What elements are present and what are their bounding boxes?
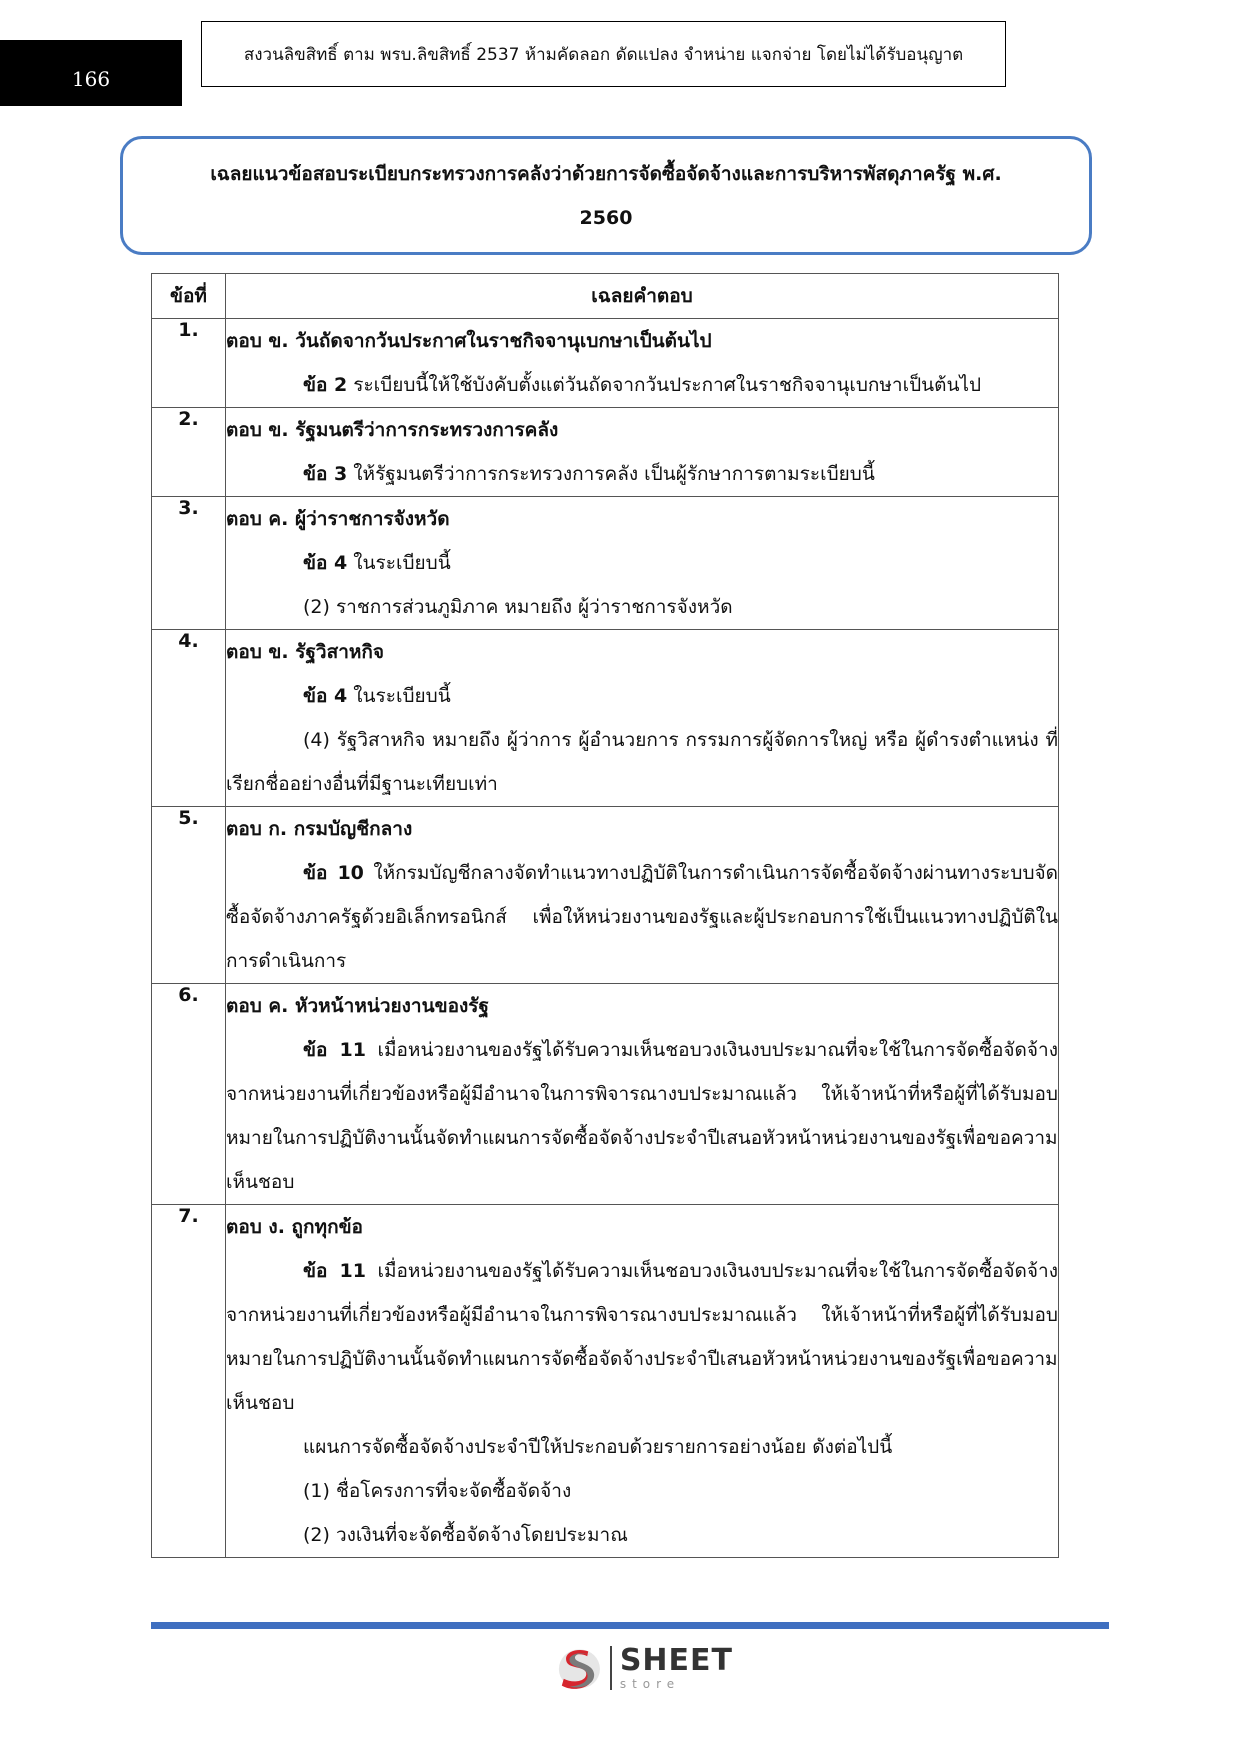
logo-text	[619, 1643, 733, 1691]
question-number: 6.	[152, 984, 226, 1205]
explanation-paragraph	[226, 674, 1058, 718]
sheet-store-logo	[553, 1640, 733, 1696]
table-header-row	[152, 274, 1059, 319]
explanation-text: (1) ชื่อโครงการที่จะจัดซื้อจัดจ้าง	[303, 1480, 572, 1502]
column-header-number: ข้อที่	[152, 274, 226, 319]
sheet-store-logo-icon	[553, 1642, 604, 1694]
explanation-text: เมื่อหน่วยงานของรัฐได้รับความเห็นชอบวงเงินงบประมาณที่จะใช้ในการจัดซื้อจัดจ้างจากหน่วยงานที่เกี่ยวข้องหรือผู้มีอำนาจในการพิจารณางบประมาณแล้ว ให้เจ้าหน้าที่หรือผู้ที่ได้รับมอบหมายในการปฏิบัติงานนั้นจัดทำแผนการจัดซื้อจัดจ้างประจำปีเสนอหัวหน้าหน่วยงานของรัฐเพื่อขอความเห็นชอบ	[226, 1039, 1058, 1193]
answer-cell	[226, 1205, 1059, 1558]
table-row	[152, 984, 1059, 1205]
clause-reference: ข้อ 4	[303, 552, 348, 574]
explanation-paragraph	[226, 363, 1058, 407]
explanation-paragraph	[226, 718, 1058, 806]
explanation-paragraph	[226, 1425, 1058, 1469]
answer-cell	[226, 630, 1059, 807]
clause-reference: ข้อ 11	[303, 1039, 366, 1061]
explanation-paragraph	[226, 585, 1058, 629]
logo-word: SHEET	[619, 1643, 733, 1678]
answer-choice: ตอบ ข. วันถัดจากวันประกาศในราชกิจจานุเบกษาเป็นต้นไป	[226, 330, 712, 352]
clause-reference: ข้อ 10	[303, 862, 364, 884]
question-number: 4.	[152, 630, 226, 807]
question-number: 7.	[152, 1205, 226, 1558]
logo-subword: store	[619, 1677, 681, 1691]
table-row	[152, 497, 1059, 630]
explanation-text: เมื่อหน่วยงานของรัฐได้รับความเห็นชอบวงเงินงบประมาณที่จะใช้ในการจัดซื้อจัดจ้างจากหน่วยงานที่เกี่ยวข้องหรือผู้มีอำนาจในการพิจารณางบประมาณแล้ว ให้เจ้าหน้าที่หรือผู้ที่ได้รับมอบหมายในการปฏิบัติงานนั้นจัดทำแผนการจัดซื้อจัดจ้างประจำปีเสนอหัวหน้าหน่วยงานของรัฐเพื่อขอความเห็นชอบ	[226, 1260, 1058, 1414]
explanation-text: (4) รัฐวิสาหกิจ หมายถึง ผู้ว่าการ ผู้อำนวยการ กรรมการผู้จัดการใหญ่ หรือ ผู้ดำรงตำแหน่ง ที่เรียกชื่ออย่างอื่นที่มีฐานะเทียบเท่า	[226, 729, 1058, 795]
explanation-text: ในระเบียบนี้	[347, 685, 451, 707]
answer-table	[151, 273, 1059, 1558]
answer-choice: ตอบ ง. ถูกทุกข้อ	[226, 1216, 363, 1238]
answer-choice: ตอบ ค. หัวหน้าหน่วยงานของรัฐ	[226, 995, 489, 1017]
title-line-1: เฉลยแนวข้อสอบระเบียบกระทรวงการคลังว่าด้วยการจัดซื้อจัดจ้างและการบริหารพัสดุภาครัฐ พ.ศ.	[210, 162, 1002, 185]
question-number: 3.	[152, 497, 226, 630]
answer-rows	[152, 319, 1059, 1558]
explanation-paragraph	[226, 1513, 1058, 1557]
answer-choice: ตอบ ค. ผู้ว่าราชการจังหวัด	[226, 508, 450, 530]
copyright-notice: สงวนลิขสิทธิ์ ตาม พรบ.ลิขสิทธิ์ 2537 ห้ามคัดลอก ดัดแปลง จำหน่าย แจกจ่าย โดยไม่ได้รับอนุญาต	[201, 21, 1006, 87]
answer-choice: ตอบ ข. รัฐวิสาหกิจ	[226, 641, 385, 663]
table-row	[152, 1205, 1059, 1558]
title-box	[120, 136, 1092, 255]
clause-reference: ข้อ 3	[303, 463, 348, 485]
explanation-paragraph	[226, 1469, 1058, 1513]
explanation-paragraph	[226, 1028, 1058, 1204]
question-number: 1.	[152, 319, 226, 408]
explanation-text: แผนการจัดซื้อจัดจ้างประจำปีให้ประกอบด้วยรายการอย่างน้อย ดังต่อไปนี้	[303, 1436, 893, 1458]
answer-choice: ตอบ ก. กรมบัญชีกลาง	[226, 818, 413, 840]
explanation-text: (2) ราชการส่วนภูมิภาค หมายถึง ผู้ว่าราชการจังหวัด	[303, 596, 733, 618]
footer-rule	[151, 1622, 1109, 1629]
question-number: 5.	[152, 807, 226, 984]
clause-reference: ข้อ 4	[303, 685, 348, 707]
question-number: 2.	[152, 408, 226, 497]
column-header-answer: เฉลยคำตอบ	[226, 274, 1059, 319]
answer-choice: ตอบ ข. รัฐมนตรีว่าการกระทรวงการคลัง	[226, 419, 559, 441]
answer-cell	[226, 319, 1059, 408]
answer-cell	[226, 408, 1059, 497]
answer-cell	[226, 984, 1059, 1205]
explanation-text: ระเบียบนี้ให้ใช้บังคับตั้งแต่วันถัดจากวันประกาศในราชกิจจานุเบกษาเป็นต้นไป	[347, 374, 982, 396]
answer-cell	[226, 807, 1059, 984]
explanation-paragraph	[226, 541, 1058, 585]
table-row	[152, 408, 1059, 497]
explanation-text: (2) วงเงินที่จะจัดซื้อจัดจ้างโดยประมาณ	[303, 1524, 628, 1546]
explanation-paragraph	[226, 851, 1058, 983]
explanation-paragraph	[226, 452, 1058, 496]
table-row	[152, 630, 1059, 807]
clause-reference: ข้อ 11	[303, 1260, 366, 1282]
explanation-text: ให้รัฐมนตรีว่าการกระทรวงการคลัง เป็นผู้รักษาการตามระเบียบนี้	[347, 463, 875, 485]
explanation-text: ให้กรมบัญชีกลางจัดทำแนวทางปฏิบัติในการดำเนินการจัดซื้อจัดจ้างผ่านทางระบบจัดซื้อจัดจ้างภาครัฐด้วยอิเล็กทรอนิกส์ เพื่อให้หน่วยงานของรัฐและผู้ประกอบการใช้เป็นแนวทางปฏิบัติในการดำเนินการ	[226, 862, 1058, 972]
explanation-paragraph	[226, 1249, 1058, 1425]
explanation-text: ในระเบียบนี้	[347, 552, 451, 574]
title-line-2: 2560	[579, 206, 633, 229]
table-row	[152, 807, 1059, 984]
clause-reference: ข้อ 2	[303, 374, 348, 396]
page-number: 166	[0, 40, 182, 106]
logo-separator	[610, 1646, 612, 1690]
answer-cell	[226, 497, 1059, 630]
table-row	[152, 319, 1059, 408]
